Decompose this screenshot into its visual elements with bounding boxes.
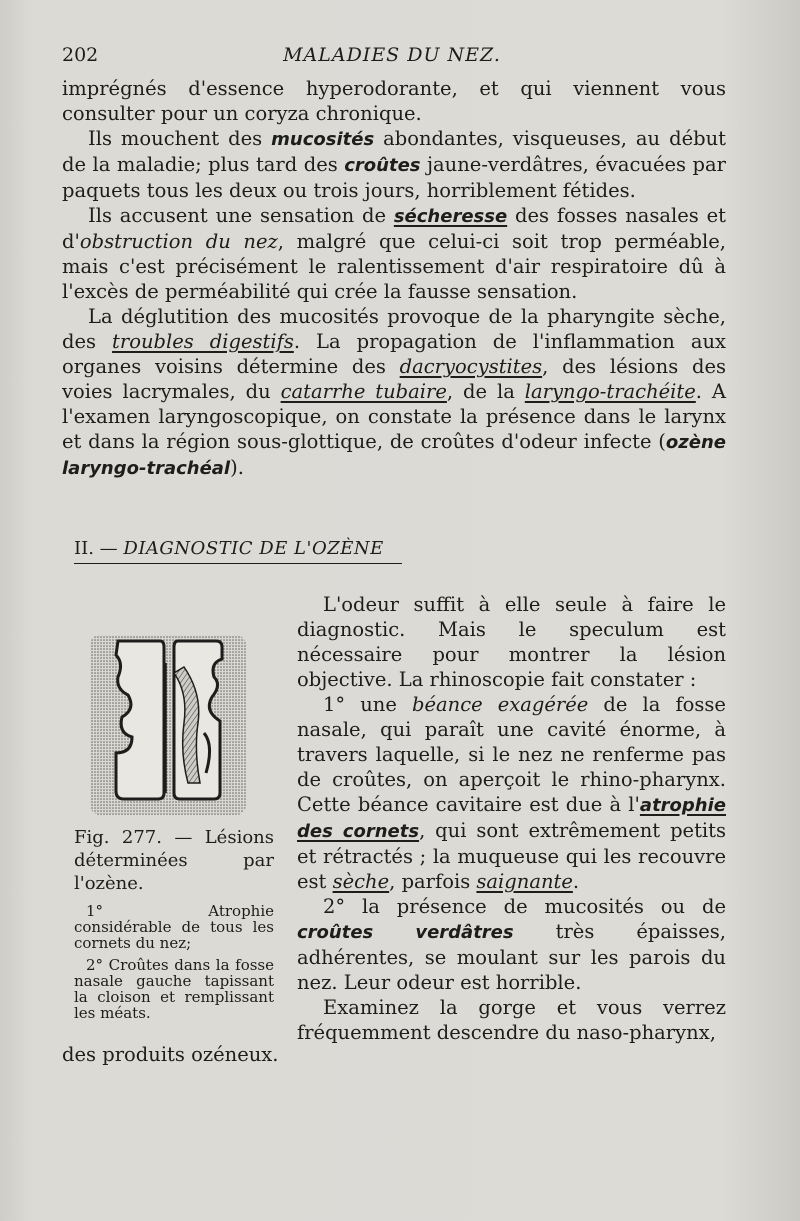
text-run: Ils mouchent des <box>88 127 272 150</box>
text-run: , malgré que celui-ci soit trop perméable, mais c'est précisément le ralentissement d'air respiratoire dû à l'excès de perméabilité qui crée la fausse sensation. <box>62 230 726 303</box>
text-run: 1° une <box>323 693 412 716</box>
paragraph-1: imprégnés d'essence hyperodorante, et qui viennent vous consulter pour un coryza chronique. <box>62 77 726 125</box>
text-run: . <box>572 870 580 893</box>
text-run: La déglutition des mucosités provoque de la pharyngite sèche, des <box>62 305 726 353</box>
term-atrophie-des-cornets: atrophie des cornets <box>297 795 726 842</box>
term-dacryocystites: dacryocystites <box>399 355 543 378</box>
term-beance-exageree: béance exagérée <box>411 693 589 716</box>
figure-title: Fig. 277. — Lésions déterminées par l'ozène. <box>74 827 274 894</box>
running-head <box>62 44 722 74</box>
page-number: 202 <box>62 44 99 66</box>
term-catarrhe-tubaire: catarrhe tubaire <box>280 380 447 403</box>
figure-float-space <box>62 621 297 1061</box>
running-title: MALADIES DU NEZ. <box>283 44 501 66</box>
text-run: Examinez la gorge et vous verrez fréquemment descendre du naso-pharynx, <box>297 996 726 1044</box>
text-run: . La propagation de l'inflammation aux organes voisins détermine des <box>62 330 726 378</box>
closing-paragraph-end: des produits ozéneux. <box>62 1043 279 1066</box>
section-heading <box>74 538 402 564</box>
term-secheresse: sécheresse <box>393 206 508 227</box>
text-block-top <box>62 76 726 481</box>
text-run: Ils accusent une sensation de <box>88 204 394 227</box>
term-ozene-laryngo-tracheal: ozène laryngo-trachéal <box>62 432 726 479</box>
text-run: des fosses nasales et d' <box>62 204 726 253</box>
term-saignante: saignante <box>476 870 573 893</box>
text-run: , parfois <box>389 870 477 893</box>
term-obstruction: obstruction du nez <box>79 230 278 253</box>
text-run: , des lésions des voies lacrymales, du <box>62 355 726 403</box>
paragraph-3 <box>62 203 726 304</box>
term-mucosites: mucosités <box>271 129 375 150</box>
diagnosis-text <box>62 592 726 1061</box>
text-run: très épaisses, adhérentes, se moulant sur les parois du nez. Leur odeur est horrible. <box>297 920 727 994</box>
term-troubles-digestifs: troubles digestifs <box>112 330 294 353</box>
figure-note-1: 1° Atrophie considérable de tous les cornets du nez; <box>74 902 274 952</box>
text-run: ). <box>230 456 244 479</box>
section-title: DIAGNOSTIC DE L'OZÈNE <box>123 538 384 559</box>
paragraph-4 <box>62 304 726 481</box>
term-laryngo-tracheite: laryngo-trachéite <box>524 380 696 403</box>
text-run: abondantes, visqueuses, au début de la maladie; plus tard des <box>62 127 726 176</box>
section-number: II. — <box>74 538 124 559</box>
figure-note-2: 2° Croûtes dans la fosse nasale gauche tapissant la cloison et remplissant les méats. <box>74 956 274 1022</box>
text-run: de la fosse nasale, qui paraît une cavité énorme, à travers laquelle, si le nez ne renferme pas de croûtes, on aperçoit le rhino-pharynx. Cette béance cavitaire est due à l' <box>297 693 726 816</box>
term-croutes: croûtes <box>344 155 421 176</box>
term-croutes-verdatres: croûtes verdâtres <box>297 922 514 943</box>
text-run: , qui sont extrêmement petits et rétractés ; la muqueuse qui les recouvre est <box>297 819 727 893</box>
text-run: L'odeur suffit à elle seule à faire le diagnostic. Mais le speculum est nécessaire pour montrer la lésion objective. La rhinoscopie fait constater : <box>297 593 726 691</box>
text-run: jaune-verdâtres, évacuées par paquets tous les deux ou trois jours, horriblement fétides. <box>62 153 726 202</box>
text-run: , de la <box>446 380 525 403</box>
text-run: 2° la présence de mucosités ou de <box>323 895 726 918</box>
paragraph-2 <box>62 126 726 203</box>
text-run: . A l'examen laryngoscopique, on constate la présence dans le larynx et dans la région sous-glottique, de croûtes d'odeur infecte ( <box>62 380 727 453</box>
term-seche: sèche <box>332 870 390 893</box>
closing-line <box>62 1042 726 1067</box>
